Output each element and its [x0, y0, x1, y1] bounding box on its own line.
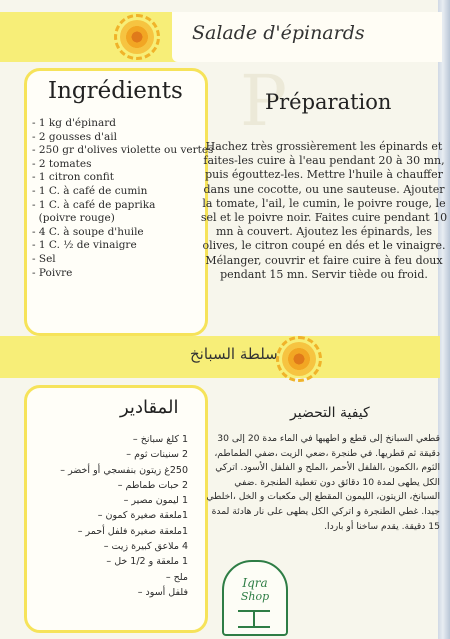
open-book-icon [238, 610, 270, 628]
ingredients-list-french [32, 117, 213, 280]
list-item: - Sel [32, 252, 56, 265]
list-item: - Poivre [32, 266, 73, 279]
recipe-title-french: Salade d'épinards [192, 22, 365, 44]
list-item: 1ملعقة صغيرة كمون – [97, 510, 188, 522]
decorative-letter-p: P [240, 60, 288, 142]
preparation-heading-french: Préparation [265, 90, 392, 114]
logo-line-1: Iqra [242, 576, 268, 590]
recipe-title-arabic: سلطة السبانخ [190, 345, 278, 363]
list-item: فلفل أسود – [137, 586, 188, 598]
list-item: - 1 citron confit [32, 171, 114, 184]
list-item: 1 ليمون مصير – [123, 495, 188, 507]
preparation-text-arabic: قطعي السبانخ إلى قطع و اطهيها في الماء مدة 20 إلى 30 دقيقة ثم قطريها. في طنجرة ،ضعي الزيت ،ضفي الطماطم، الثوم ،الكمون ،الفلفل الأحمر ،الملح و الفلفل الأسود. اتركي الكل يطهى لمدة 10 دقائق دون تغطية الطنجرة .ضفي السبانخ، الزيتون، الليمون المقطع إلى مكعبات و الخل ،اخلطي جيدا. غطي الطنجرة و اتركي الكل يطهى على نار هادئة لمدة 15 دقيقة. يقدم ساخنا أو باردا. [206, 433, 440, 532]
list-item: 1 ملعقة و 1/2 خل – [106, 556, 188, 568]
list-item: - 1 C. à café de cumin [32, 184, 148, 197]
list-item: - 2 tomates [32, 157, 92, 170]
book-spine [438, 0, 450, 639]
shop-logo [222, 560, 288, 636]
list-item: 2 سنينات ثوم – [126, 449, 188, 461]
list-item: - 1 C. à café de paprika [32, 198, 156, 211]
preparation-heading-arabic: كيفية التحضير [290, 405, 370, 421]
list-item: 1ملعقة صغيرة فلفل أحمر – [77, 525, 188, 537]
sunflower-icon [120, 20, 154, 54]
sunflower-icon [282, 342, 316, 376]
list-item: - 2 gousses d'ail [32, 130, 118, 143]
list-item: 1 كلغ سبانخ – [132, 434, 188, 445]
list-item: - 1 C. ½ de vinaigre [32, 239, 137, 252]
list-item: 2 حبات طماطم – [117, 479, 188, 491]
ingredients-list-arabic [60, 432, 188, 600]
list-item: - 250 gr d'olives violette ou vertes [32, 144, 214, 157]
list-item: 250غ زيتون بنفسجي أو أخضر – [60, 464, 188, 476]
list-item: - 1 kg d'épinard [32, 117, 116, 129]
preparation-text-french: Hachez très grossièrement les épinards et faites-les cuire à l'eau pendant 20 à 30 mn, puis égouttez-les. Mettre l'huile à chauffer dans une cocotte, ou une sauteuse. Ajouter la tomate, l'ail, le cumin, le poivre rouge, le sel et le poivre noir. Faites cuire pendant 10 mn à couvert. Ajoutez les épinards, les olives, le citron coupé en dés et le vinaigre. Mélanger, couvrir et faire cuire à feu doux pendant 15 mn. Servir tiède ou froid. [200, 140, 448, 281]
list-item: 4 ملاعق كبيرة زيت – [103, 541, 188, 553]
list-item: ملح – [165, 571, 188, 583]
list-item: - 4 C. à soupe d'huile [32, 225, 144, 238]
list-item: (poivre rouge) [32, 212, 115, 225]
ingredients-heading-arabic: المقادير [120, 397, 179, 418]
ingredients-heading-french: Ingrédients [48, 78, 183, 104]
logo-line-2: Shop [240, 590, 270, 603]
